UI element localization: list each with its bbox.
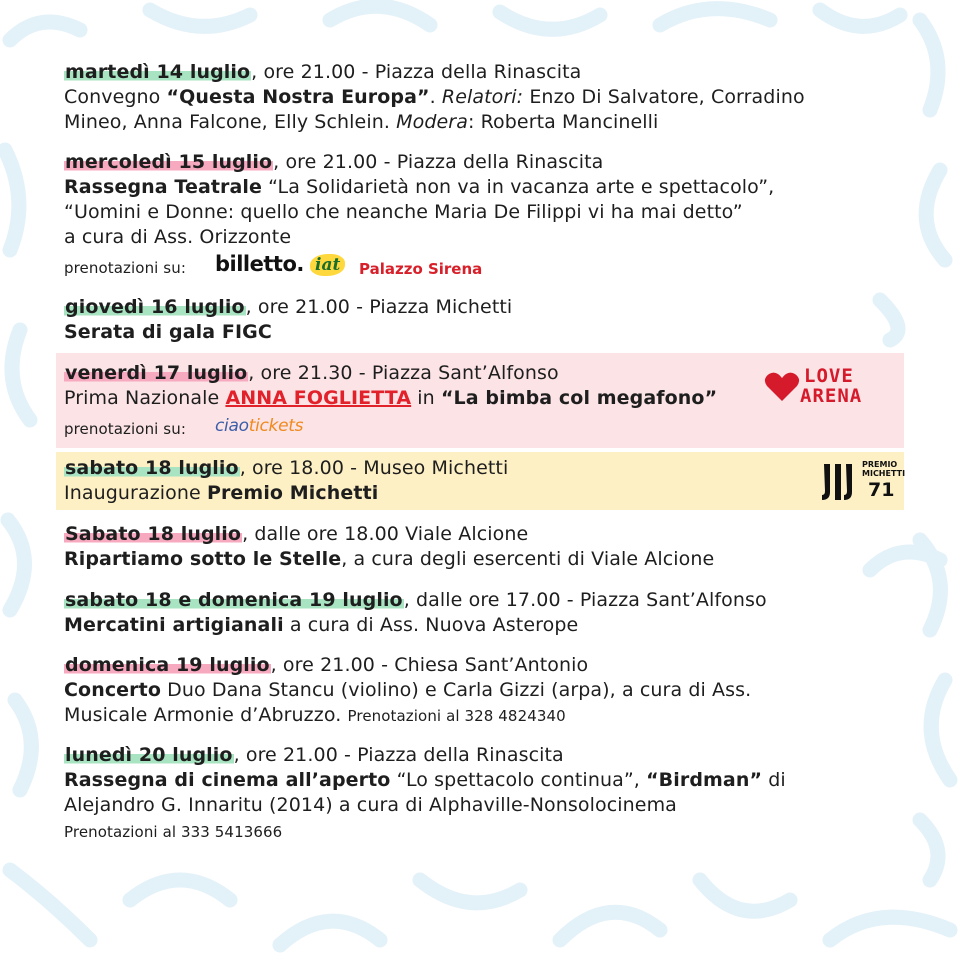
event-text: Duo Dana Stancu (violino) e Carla Gizzi (arpa), a cura di Ass. [160, 679, 752, 701]
event-item-highlighted [56, 452, 904, 510]
event-description [64, 175, 774, 200]
event-heading [64, 60, 581, 85]
event-text: Musicale Armonie d’Abruzzo. [64, 704, 348, 726]
event-text: Convegno [64, 86, 167, 108]
love-arena-logo-text: ARENA [800, 385, 863, 407]
event-description [64, 678, 751, 703]
event-text: . [429, 86, 442, 108]
film-title: “Birdman” [646, 769, 763, 791]
booking-label: prenotazioni su: [64, 259, 186, 277]
ciaotickets-logo-text: tickets [248, 416, 304, 436]
event-title: Premio Michetti [206, 482, 379, 504]
event-description [64, 613, 578, 638]
event-text: , a cura degli esercenti di Viale Alcione [341, 548, 715, 570]
event-item [0, 522, 960, 574]
event-title: Ripartiamo sotto le Stelle [64, 548, 342, 570]
event-item-highlighted [56, 353, 904, 448]
ciaotickets-logo-text: ciao [215, 416, 249, 436]
event-time-place: , ore 21.00 - Piazza della Rinascita [233, 744, 564, 766]
event-title: “Questa Nostra Europa” [166, 86, 430, 108]
event-text: di [762, 769, 786, 791]
event-text: Modera [396, 111, 468, 133]
event-heading [64, 653, 588, 678]
event-date: mercoledì 15 luglio [65, 151, 273, 173]
event-text: a cura di Ass. Nuova Asterope [283, 614, 579, 636]
booking-phone: Prenotazioni al 333 5413666 [64, 823, 283, 841]
event-date: sabato 18 luglio [65, 457, 239, 479]
booking-label: prenotazioni su: [64, 420, 186, 438]
event-text: Relatori: [441, 86, 524, 108]
iat-logo[interactable]: iat [310, 254, 345, 276]
event-date: sabato 18 e domenica 19 luglio [65, 589, 403, 611]
love-arena-logo [764, 365, 898, 409]
event-description [64, 110, 658, 135]
event-description [64, 547, 714, 572]
event-text: Prima Nazionale [64, 387, 226, 409]
billetto-logo[interactable]: billetto. [215, 252, 304, 276]
premio-michetti-logo [820, 458, 906, 506]
premio-logo-text: MICHETTI [862, 469, 906, 478]
event-title: “La bimba col megafono” [440, 387, 718, 409]
event-text: Inaugurazione [64, 482, 207, 504]
event-heading [64, 588, 767, 613]
event-time-place: , dalle ore 18.00 Viale Alcione [242, 523, 529, 545]
event-item [0, 60, 960, 140]
event-title: Serata di gala FIGC [64, 321, 272, 343]
event-time-place: , ore 21.00 - Piazza Michetti [245, 296, 513, 318]
event-description [64, 386, 717, 411]
event-description: a cura di Ass. Orizzonte [64, 226, 292, 248]
event-date: venerdì 17 luglio [65, 362, 248, 384]
event-date: domenica 19 luglio [65, 654, 270, 676]
event-item [0, 150, 960, 286]
event-heading [64, 522, 528, 547]
event-description: “Uomini e Donne: quello che neanche Maria De Filippi vi ha mai detto” [64, 201, 743, 223]
event-text: “Lo spettacolo continua”, [390, 769, 647, 791]
event-time-place: , ore 21.00 - Piazza della Rinascita [251, 61, 582, 83]
event-text: Enzo Di Salvatore, Corradino [523, 86, 805, 108]
event-item [0, 588, 960, 640]
event-title: Rassegna di cinema all’aperto [64, 769, 391, 791]
event-date: lunedì 20 luglio [65, 744, 233, 766]
event-description [64, 85, 805, 110]
event-text: Mineo, Anna Falcone, Elly Schlein. [64, 111, 397, 133]
event-date: giovedì 16 luglio [65, 296, 245, 318]
event-description: Alejandro G. Innaritu (2014) a cura di Alphaville-Nonsolocinema [64, 794, 677, 816]
event-description [64, 768, 786, 793]
love-arena-logo-text: LOVE [804, 365, 854, 387]
premio-michetti-mark-icon [820, 462, 860, 502]
event-heading [64, 743, 564, 768]
event-time-place: , ore 18.00 - Museo Michetti [239, 457, 509, 479]
event-heading [64, 456, 508, 481]
event-heading [64, 361, 559, 386]
event-heading [64, 295, 512, 320]
event-title: Rassegna Teatrale [64, 176, 263, 198]
event-description [64, 703, 566, 729]
palazzo-sirena-logo[interactable]: Palazzo Sirena [359, 260, 483, 278]
booking-phone: Prenotazioni al 328 4824340 [347, 707, 566, 725]
ciaotickets-logo[interactable] [215, 416, 303, 436]
event-date: martedì 14 luglio [65, 61, 251, 83]
event-text: in [411, 387, 441, 409]
event-title: Mercatini artigianali [64, 614, 284, 636]
event-item [0, 743, 960, 843]
premio-logo-text: PREMIO [862, 460, 898, 469]
event-time-place: , ore 21.30 - Piazza Sant’Alfonso [248, 362, 559, 384]
event-date: Sabato 18 luglio [65, 523, 242, 545]
premio-logo-number: 71 [868, 479, 895, 501]
heart-icon [764, 371, 800, 403]
performer-name: ANNA FOGLIETTA [225, 387, 412, 409]
event-text: : Roberta Mancinelli [467, 111, 659, 133]
event-title: Concerto [64, 679, 161, 701]
event-description [64, 481, 378, 506]
event-heading [64, 150, 603, 175]
event-time-place: , ore 21.00 - Chiesa Sant’Antonio [270, 654, 589, 676]
event-item [0, 295, 960, 347]
event-item [0, 653, 960, 731]
event-time-place: , ore 21.00 - Piazza della Rinascita [273, 151, 604, 173]
event-text: “La Solidarietà non va in vacanza arte e spettacolo”, [262, 176, 775, 198]
event-time-place: , dalle ore 17.00 - Piazza Sant’Alfonso [403, 589, 767, 611]
